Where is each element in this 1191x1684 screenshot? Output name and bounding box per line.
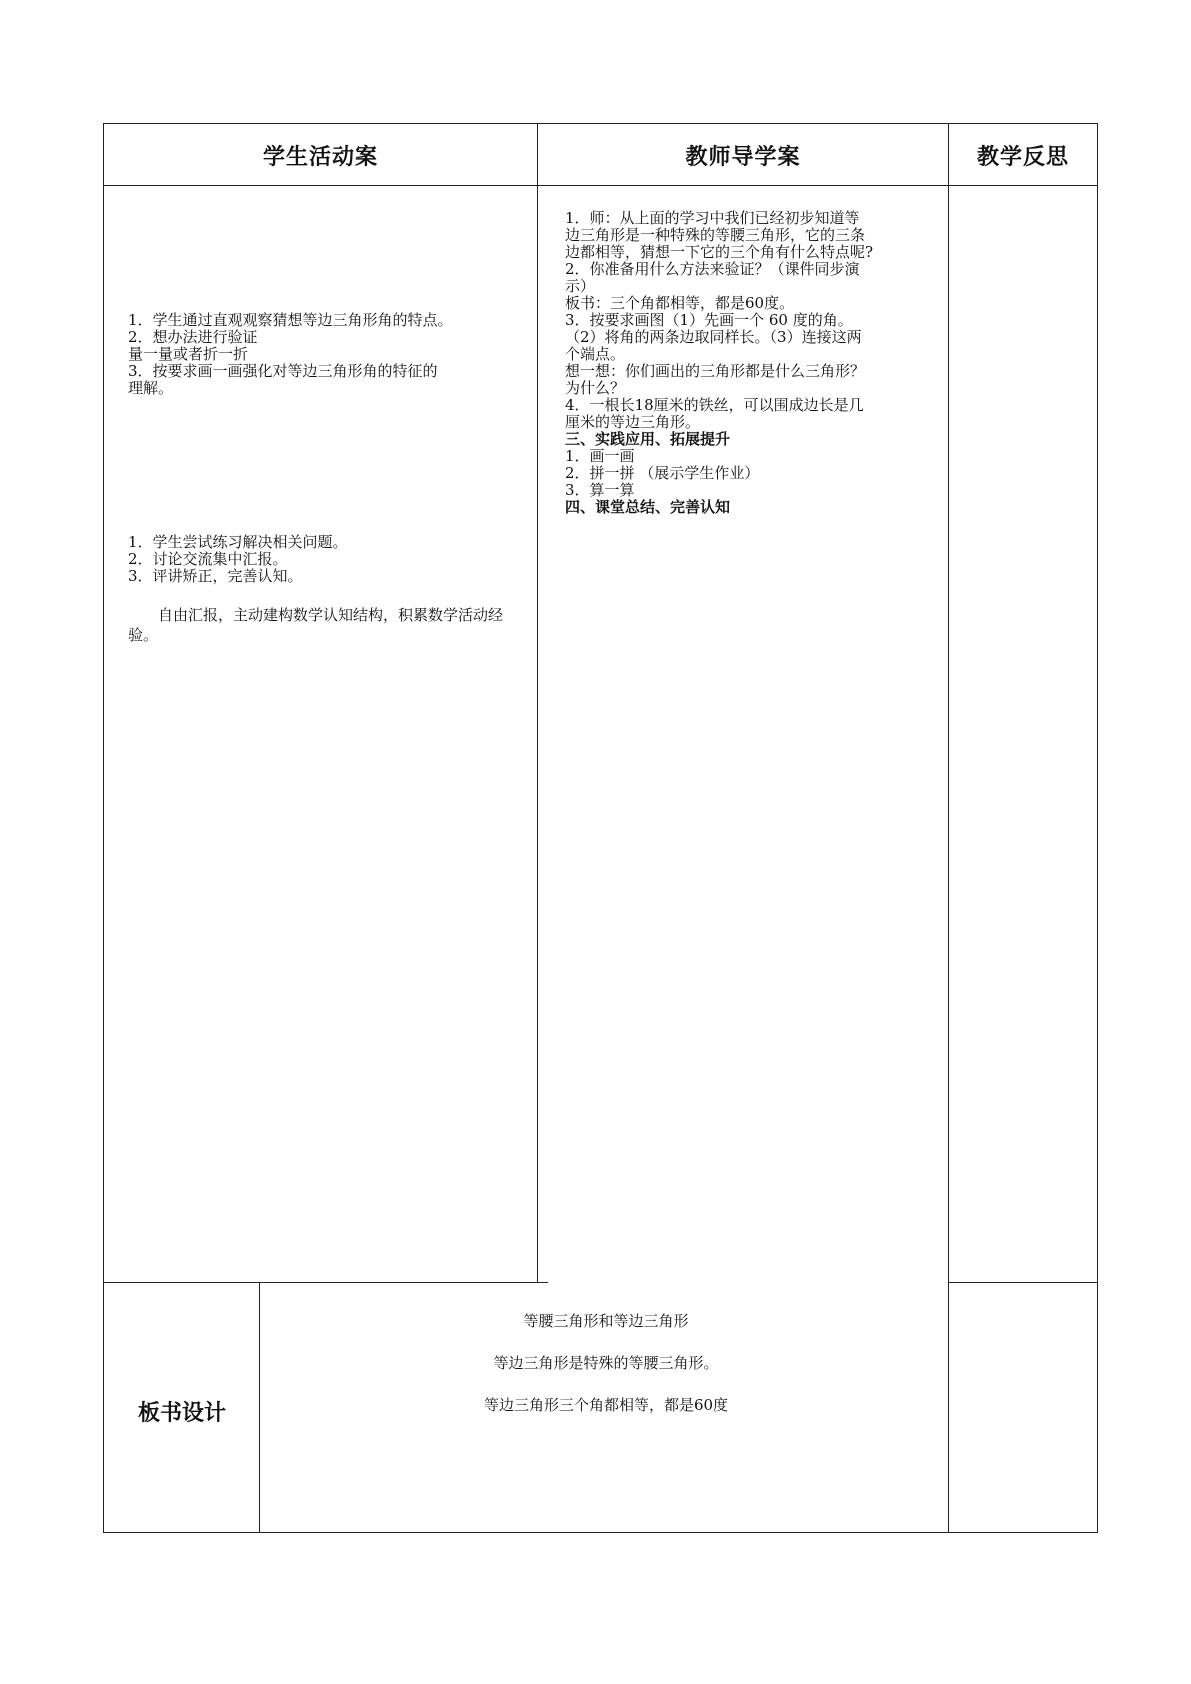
header-teacher-guide: 教师导学案 (685, 144, 801, 170)
board-design-line: 等边三角形三个角都相等，都是60度 (483, 1396, 729, 1414)
section-3-item: 3．算一算 (565, 481, 635, 499)
teacher-guide-line: 4．一根长18厘米的铁丝，可以围成边长是几 (565, 396, 864, 414)
board-design-line: 等腰三角形和等边三角形 (523, 1312, 689, 1330)
board-design-label: 板书设计 (137, 1400, 226, 1426)
teacher-guide-line: 边都相等，猜想一下它的三个角有什么特点呢? (565, 243, 874, 261)
teacher-guide-line: 示） (565, 277, 596, 295)
teacher-guide-line: 个端点。 (565, 345, 626, 363)
teacher-guide-line: 为什么？ (565, 379, 626, 397)
teacher-guide-line: 板书：三个角都相等，都是60度。 (565, 294, 795, 312)
section-3-item: 1．画一画 (565, 447, 635, 465)
student-activity-group-1 (128, 312, 453, 397)
teacher-guide-line: 3．按要求画图（1）先画一个 60 度的角。 (565, 311, 853, 329)
student-activity-line: 量一量或者折一折 (128, 345, 249, 363)
student-activity-group-2 (128, 534, 348, 585)
teacher-guide-line: 边三角形是一种特殊的等腰三角形，它的三条 (565, 226, 866, 244)
student-activity-line: 1．学生尝试练习解决相关问题。 (128, 533, 348, 551)
student-activity-line: 理解。 (128, 379, 174, 397)
table-right-border (1097, 123, 1098, 1533)
section-3-item: 2．拼一拼 （展示学生作业） (565, 464, 760, 482)
teacher-guide-line: （2）将角的两条边取同样长。（3）连接这两 (565, 328, 862, 346)
teacher-guide-content (565, 210, 873, 516)
column-divider-student-teacher (537, 123, 538, 1283)
student-activity-line: 3．评讲矫正，完善认知。 (128, 567, 303, 585)
student-activity-line: 2．讨论交流集中汇报。 (128, 550, 288, 568)
student-activity-line: 3．按要求画一画强化对等边三角形角的特征的 (128, 362, 438, 380)
teacher-guide-line: 2．你准备用什么方法来验证？（课件同步演 (565, 260, 860, 278)
board-design-line: 等边三角形是特殊的等腰三角形。 (493, 1354, 719, 1372)
board-design-content (261, 1310, 951, 1436)
section-3-title: 三、实践应用、拓展提升 (565, 430, 731, 448)
header-teaching-reflection: 教学反思 (976, 144, 1069, 170)
teacher-guide-line: 1．师：从上面的学习中我们已经初步知道等 (565, 209, 860, 227)
header-student-activity: 学生活动案 (262, 144, 378, 170)
teacher-guide-line: 厘米的等边三角形。 (565, 413, 701, 431)
teacher-guide-line: 想一想：你们画出的三角形都是什么三角形？ (565, 362, 866, 380)
summary-paragraph: 自由汇报，主动建构数学认知结构，积累数学活动经验。 (128, 606, 504, 644)
student-activity-line: 1．学生通过直观观察猜想等边三角形角的特点。 (128, 311, 453, 329)
section-4-title: 四、课堂总结、完善认知 (565, 498, 731, 516)
student-activity-line: 2．想办法进行验证 (128, 328, 258, 346)
student-activity-summary (128, 605, 518, 645)
board-top-border-right (948, 1282, 1098, 1283)
